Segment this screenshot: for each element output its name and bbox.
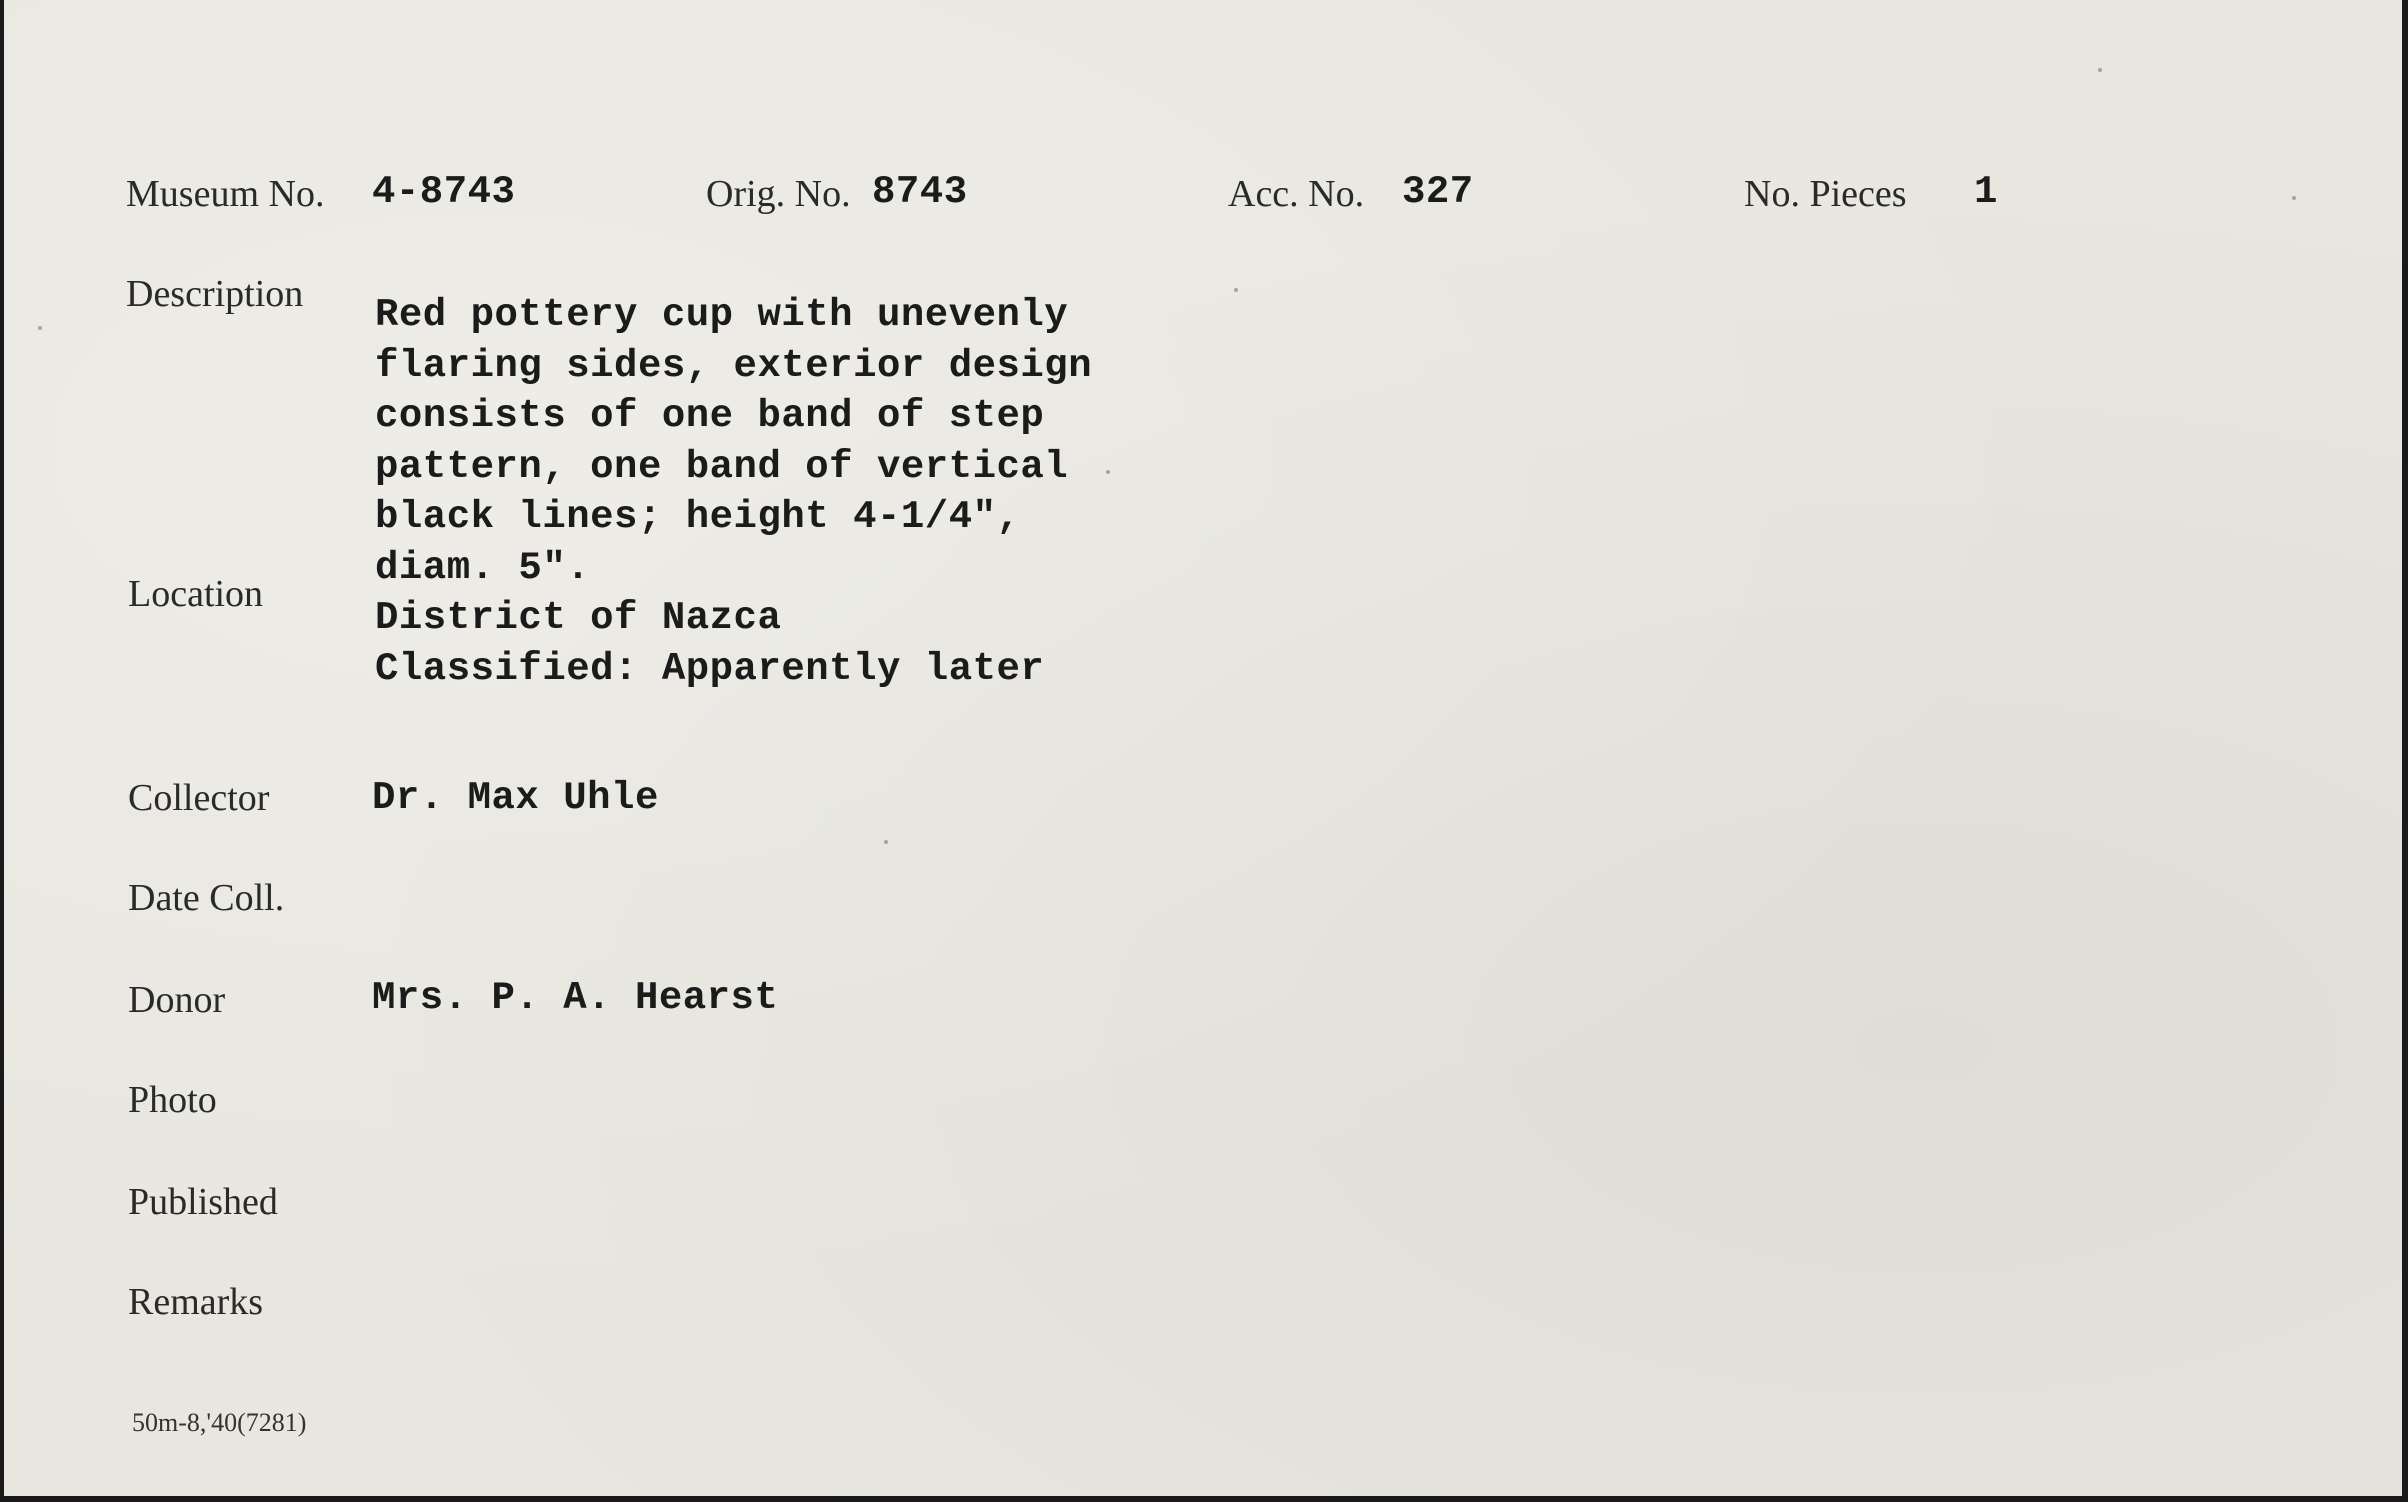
collector-label: Collector <box>128 777 270 819</box>
description-text <box>375 290 1092 694</box>
description-line: flaring sides, exterior design <box>375 343 1093 388</box>
orig-no-value: 8743 <box>872 170 968 214</box>
orig-no-label: Orig. No. <box>706 173 851 215</box>
location-label: Location <box>128 573 264 615</box>
paper-speck <box>1106 470 1110 474</box>
description-line: pattern, one band of vertical <box>375 444 1069 489</box>
photo-label: Photo <box>128 1079 217 1121</box>
paper-speck <box>2292 196 2296 200</box>
catalog-card <box>4 0 2402 1496</box>
paper-speck <box>2098 68 2102 72</box>
date-coll-label: Date Coll. <box>128 877 285 919</box>
location-line: District of Nazca <box>375 596 782 640</box>
paper-speck <box>1234 288 1238 292</box>
acc-no-value: 327 <box>1402 170 1474 214</box>
description-line: Red pottery cup with unevenly <box>375 293 1069 337</box>
no-pieces-value: 1 <box>1974 170 1998 214</box>
paper-speck <box>38 326 42 330</box>
description-line: diam. 5". <box>375 545 591 590</box>
donor-value: Mrs. P. A. Hearst <box>372 976 779 1020</box>
acc-no-label: Acc. No. <box>1228 173 1365 215</box>
description-label: Description <box>126 273 304 315</box>
donor-label: Donor <box>128 979 226 1021</box>
museum-no-label: Museum No. <box>126 173 325 215</box>
remarks-label: Remarks <box>128 1281 264 1323</box>
published-label: Published <box>128 1181 278 1223</box>
description-line: consists of one band of step <box>375 394 1045 438</box>
museum-no-value: 4-8743 <box>372 170 516 214</box>
location-line: Classified: Apparently later <box>375 646 1045 691</box>
paper-speck <box>884 840 888 844</box>
no-pieces-label: No. Pieces <box>1744 173 1907 215</box>
collector-value: Dr. Max Uhle <box>372 776 659 820</box>
print-code: 50m-8,'40(7281) <box>132 1408 307 1437</box>
description-line: black lines; height 4-1/4", <box>375 495 1021 539</box>
